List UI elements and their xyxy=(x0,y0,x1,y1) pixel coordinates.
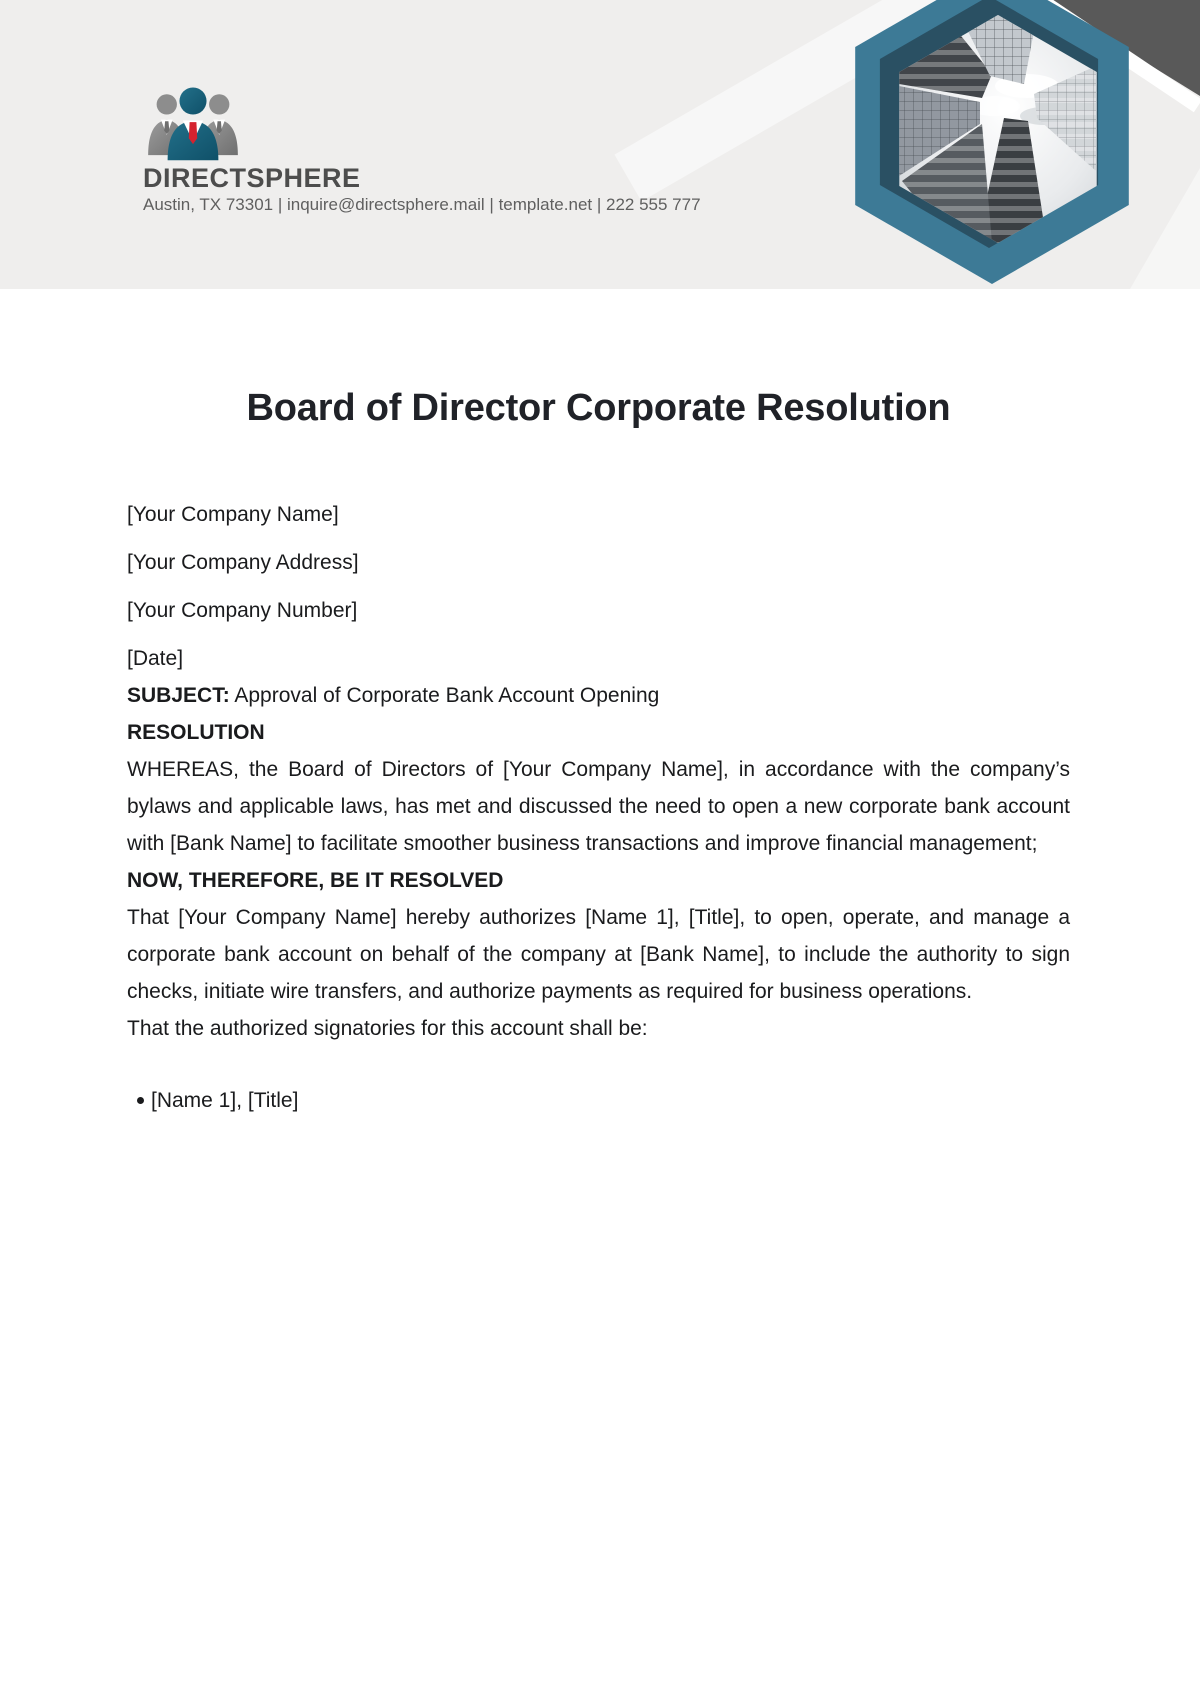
subject-label: SUBJECT: xyxy=(127,684,230,707)
brand-contact-line: Austin, TX 73301 | inquire@directsphere.mail | template.net | 222 555 777 xyxy=(143,195,701,214)
whereas-paragraph: WHEREAS, the Board of Directors of [Your Company Name], in accordance with the company’s bylaws and applicable laws, has met and discussed the need to open a new corporate bank account with [Bank Name] to facilitate smoother business transactions and improve financial management; xyxy=(127,758,1070,855)
company-address-line: [Your Company Address] xyxy=(127,551,359,574)
brand-block xyxy=(127,84,701,215)
signatories-list xyxy=(127,1082,1070,1119)
signatories-intro: That the authorized signatories for this account shall be: xyxy=(127,1017,648,1040)
hexagon-skyscraper-photo xyxy=(832,0,1152,286)
brand-name: DIRECTSPHERE xyxy=(143,163,361,193)
date-line: [Date] xyxy=(127,647,184,670)
document-body xyxy=(0,385,1200,1119)
resolution-heading: RESOLUTION xyxy=(127,721,265,744)
company-block xyxy=(127,496,1070,629)
subject-line xyxy=(127,677,1070,714)
document-title: Board of Director Corporate Resolution xyxy=(246,387,951,429)
company-number-line: [Your Company Number] xyxy=(127,599,358,622)
resolved-paragraph: That [Your Company Name] hereby authorizes [Name 1], [Title], to open, operate, and manage a corporate bank account on behalf of the company at [Bank Name], to include the authority to sign checks, initiate wire transfers, and authorize payments as required for business operations. xyxy=(127,906,1070,1003)
signatory-item: [Name 1], [Title] xyxy=(127,1082,1070,1119)
company-name-line: [Your Company Name] xyxy=(127,503,339,526)
letterhead xyxy=(0,0,1200,289)
people-group-icon xyxy=(138,84,701,167)
resolved-heading: NOW, THEREFORE, BE IT RESOLVED xyxy=(127,869,504,892)
subject-text: Approval of Corporate Bank Account Opening xyxy=(234,684,660,707)
